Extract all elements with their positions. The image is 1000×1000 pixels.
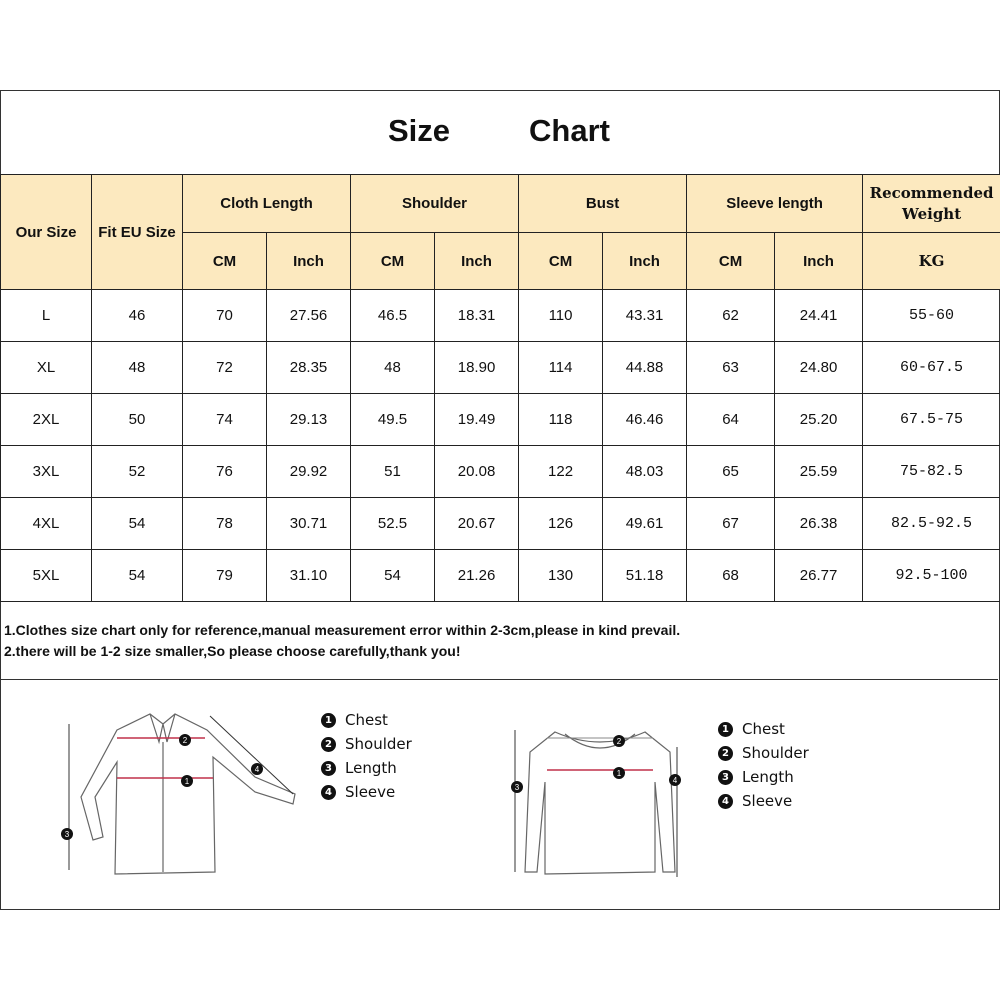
cell-sl-in: 25.20: [775, 394, 863, 446]
legend-left-chest-label: Chest: [345, 711, 388, 729]
cell-size: 3XL: [1, 446, 92, 498]
title-word-chart: Chart: [529, 113, 610, 148]
cell-sl-in: 24.80: [775, 342, 863, 394]
cell-bust-cm: 126: [519, 498, 603, 550]
cell-len-in: 31.10: [267, 550, 351, 602]
subheader-length-cm: CM: [183, 233, 267, 290]
sweater-marker-4-label: 4: [672, 776, 678, 785]
cell-sl-in: 26.77: [775, 550, 863, 602]
legend-left-length-label: Length: [345, 759, 397, 777]
cell-len-cm: 74: [183, 394, 267, 446]
cell-len-in: 28.35: [267, 342, 351, 394]
table-row: [1, 498, 1000, 550]
legend-left-shoulder-label: Shoulder: [345, 735, 412, 753]
header-bust: Bust: [519, 175, 687, 233]
cell-weight: 82.5-92.5: [863, 498, 1000, 550]
number-3-icon: 3: [718, 770, 733, 785]
legend-right-sleeve-label: Sleeve: [742, 792, 793, 810]
shirt-markers: [61, 734, 263, 840]
cell-size: 4XL: [1, 498, 92, 550]
number-4-icon: 4: [718, 794, 733, 809]
header-sleeve-length: Sleeve length: [687, 175, 863, 233]
cell-eu: 54: [92, 550, 183, 602]
sweater-marker-2-label: 2: [616, 737, 622, 746]
table-row: [1, 394, 1000, 446]
cell-sh-cm: 46.5: [351, 290, 435, 342]
cell-len-cm: 79: [183, 550, 267, 602]
legend-right: [718, 717, 809, 813]
shirt-marker-2-label: 2: [182, 736, 188, 745]
legend-left-sleeve-label: Sleeve: [345, 783, 396, 801]
cell-eu: 54: [92, 498, 183, 550]
number-1-icon: 1: [718, 722, 733, 737]
cell-weight: 75-82.5: [863, 446, 1000, 498]
note-line-1: 1.Clothes size chart only for reference,manual measurement error within 2-3cm,please in kind prevail.: [4, 622, 681, 638]
subheader-shoulder-inch: Inch: [435, 233, 519, 290]
cell-sh-in: 20.67: [435, 498, 519, 550]
cell-sh-in: 18.90: [435, 342, 519, 394]
notes: [4, 620, 680, 662]
cell-sl-in: 24.41: [775, 290, 863, 342]
subheader-sleeve-cm: CM: [687, 233, 775, 290]
cell-sl-cm: 64: [687, 394, 775, 446]
shirt-marker-1-label: 1: [184, 777, 190, 786]
legend-right-shoulder-label: Shoulder: [742, 744, 809, 762]
cell-bust-cm: 130: [519, 550, 603, 602]
header-shoulder: Shoulder: [351, 175, 519, 233]
cell-weight: 92.5-100: [863, 550, 1000, 602]
title-word-size: Size: [388, 113, 451, 148]
header-recommended-weight: [863, 175, 1000, 233]
cell-len-cm: 76: [183, 446, 267, 498]
sweater-marker-3-label: 3: [514, 783, 520, 792]
cell-sl-cm: 65: [687, 446, 775, 498]
sweater-marker-1-label: 1: [616, 769, 622, 778]
legend-left-shoulder: [321, 732, 412, 756]
header-our-size: Our Size: [1, 175, 92, 290]
cell-sh-in: 19.49: [435, 394, 519, 446]
cell-len-in: 29.92: [267, 446, 351, 498]
cell-bust-in: 44.88: [603, 342, 687, 394]
cell-size: 5XL: [1, 550, 92, 602]
cell-sl-in: 25.59: [775, 446, 863, 498]
cell-eu: 52: [92, 446, 183, 498]
notes-divider: [0, 679, 998, 680]
subheader-kg: KG: [863, 233, 1000, 290]
legend-left-sleeve: [321, 780, 412, 804]
shirt-illustration: [55, 702, 305, 882]
cell-bust-in: 49.61: [603, 498, 687, 550]
cell-eu: 50: [92, 394, 183, 446]
legend-right-length-label: Length: [742, 768, 794, 786]
cell-sh-in: 21.26: [435, 550, 519, 602]
cell-len-cm: 70: [183, 290, 267, 342]
number-1-icon: 1: [321, 713, 336, 728]
note-line-2: 2.there will be 1-2 size smaller,So please choose carefully,thank you!: [4, 643, 461, 659]
cell-len-in: 29.13: [267, 394, 351, 446]
legend-left-chest: [321, 708, 412, 732]
subheader-bust-cm: CM: [519, 233, 603, 290]
header-recommended-line2: Weight: [901, 204, 962, 223]
cell-bust-in: 43.31: [603, 290, 687, 342]
table-row: [1, 446, 1000, 498]
cell-len-cm: 72: [183, 342, 267, 394]
cell-sh-in: 20.08: [435, 446, 519, 498]
shirt-marker-4-label: 4: [254, 765, 260, 774]
cell-sh-cm: 51: [351, 446, 435, 498]
legend-left: [321, 708, 412, 804]
cell-bust-cm: 110: [519, 290, 603, 342]
header-cloth-length: Cloth Length: [183, 175, 351, 233]
cell-sl-in: 26.38: [775, 498, 863, 550]
number-2-icon: 2: [321, 737, 336, 752]
shirt-marker-3-label: 3: [64, 830, 70, 839]
table-row: [1, 342, 1000, 394]
cell-size: XL: [1, 342, 92, 394]
cell-sl-cm: 68: [687, 550, 775, 602]
cell-sh-cm: 54: [351, 550, 435, 602]
cell-bust-in: 46.46: [603, 394, 687, 446]
cell-size: L: [1, 290, 92, 342]
number-3-icon: 3: [321, 761, 336, 776]
cell-weight: 67.5-75: [863, 394, 1000, 446]
cell-bust-cm: 114: [519, 342, 603, 394]
table-row: [1, 550, 1000, 602]
cell-weight: 55-60: [863, 290, 1000, 342]
cell-sh-cm: 49.5: [351, 394, 435, 446]
cell-bust-in: 48.03: [603, 446, 687, 498]
cell-sl-cm: 63: [687, 342, 775, 394]
size-table: [0, 174, 1000, 602]
legend-right-chest-label: Chest: [742, 720, 785, 738]
cell-weight: 60-67.5: [863, 342, 1000, 394]
cell-len-cm: 78: [183, 498, 267, 550]
legend-left-length: [321, 756, 412, 780]
cell-bust-cm: 122: [519, 446, 603, 498]
subheader-shoulder-cm: CM: [351, 233, 435, 290]
legend-right-chest: [718, 717, 809, 741]
cell-eu: 46: [92, 290, 183, 342]
sweater-illustration: [505, 712, 695, 890]
cell-len-in: 27.56: [267, 290, 351, 342]
legend-right-length: [718, 765, 809, 789]
cell-size: 2XL: [1, 394, 92, 446]
table-row: [1, 290, 1000, 342]
subheader-sleeve-inch: Inch: [775, 233, 863, 290]
cell-len-in: 30.71: [267, 498, 351, 550]
number-4-icon: 4: [321, 785, 336, 800]
header-fit-eu-size: Fit EU Size: [92, 175, 183, 290]
title-bar: [1, 91, 999, 175]
cell-eu: 48: [92, 342, 183, 394]
subheader-bust-inch: Inch: [603, 233, 687, 290]
legend-right-sleeve: [718, 789, 809, 813]
cell-bust-cm: 118: [519, 394, 603, 446]
legend-right-shoulder: [718, 741, 809, 765]
subheader-length-inch: Inch: [267, 233, 351, 290]
cell-sh-in: 18.31: [435, 290, 519, 342]
cell-sh-cm: 48: [351, 342, 435, 394]
cell-sl-cm: 62: [687, 290, 775, 342]
header-recommended-line1: Recommended: [869, 183, 994, 202]
cell-bust-in: 51.18: [603, 550, 687, 602]
number-2-icon: 2: [718, 746, 733, 761]
cell-sl-cm: 67: [687, 498, 775, 550]
cell-sh-cm: 52.5: [351, 498, 435, 550]
